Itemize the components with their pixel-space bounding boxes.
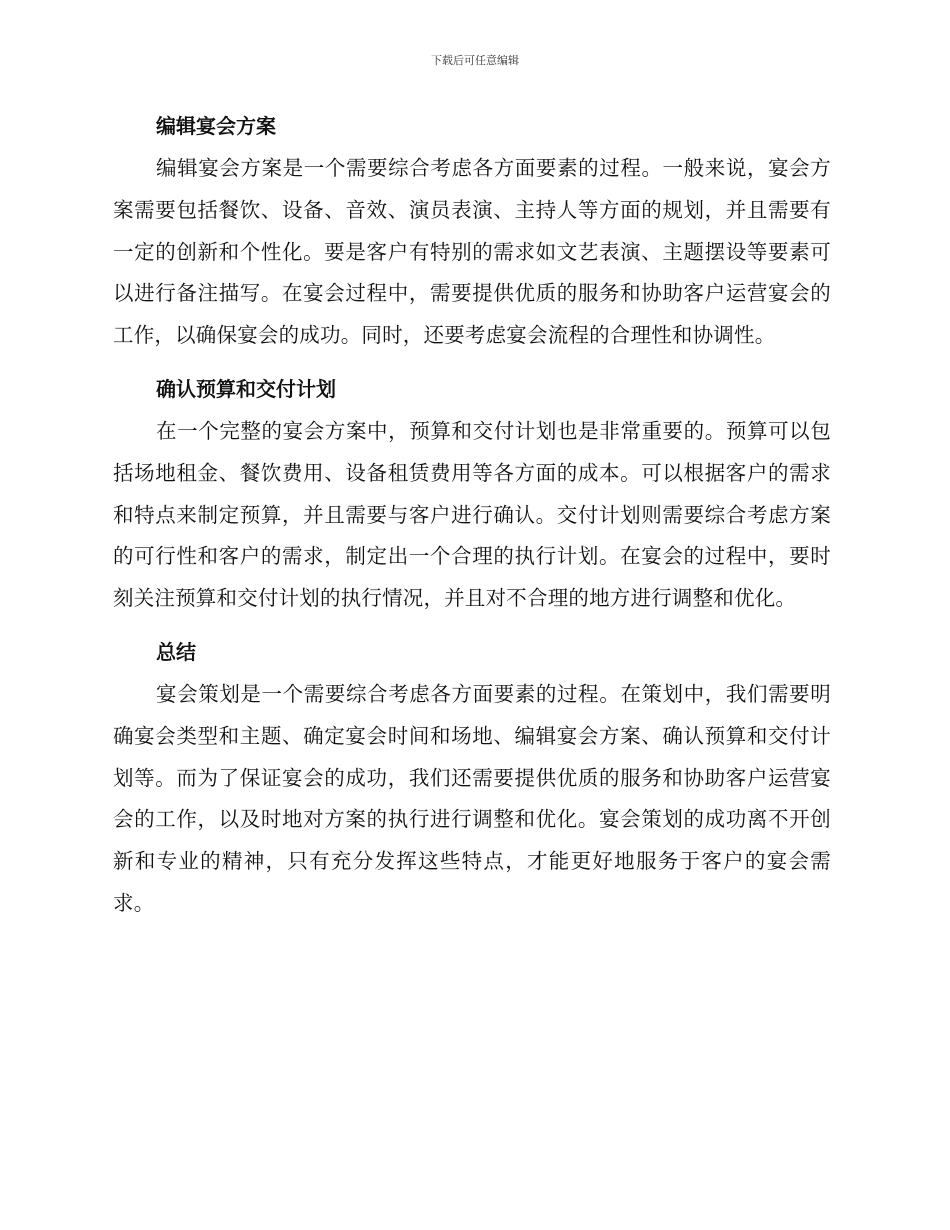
section-heading-summary: 总结	[156, 639, 196, 664]
document-body	[113, 104, 831, 925]
section-gap	[113, 620, 831, 630]
page-header: 下载后可任意编辑	[431, 54, 519, 67]
section-heading-budget-delivery: 确认预算和交付计划	[156, 376, 336, 401]
section-paragraph-budget-delivery: 在一个完整的宴会方案中，预算和交付计划也是非常重要的。预算可以包括场地租金、餐饮费用、设备租赁费用等各方面的成本。可以根据客户的需求和特点来制定预算，并且需要与客户进行确认。交付计划则需要综合考虑方案的可行性和客户的需求，制定出一个合理的执行计划。在宴会的过程中，要时刻关注预算和交付计划的执行情况，并且对不合理的地方进行调整和优化。	[113, 418, 831, 611]
section-gap	[113, 357, 831, 367]
section-paragraph-summary: 宴会策划是一个需要综合考虑各方面要素的过程。在策划中，我们需要明确宴会类型和主题、确定宴会时间和场地、编辑宴会方案、确认预算和交付计划等。而为了保证宴会的成功，我们还需要提供优质的服务和协助客户运营宴会的工作，以及时地对方案的执行进行调整和优化。宴会策划的成功离不开创新和专业的精神，只有充分发挥这些特点，才能更好地服务于客户的宴会需求。	[113, 681, 831, 915]
section-heading-edit-plan: 编辑宴会方案	[156, 114, 276, 138]
section-paragraph-edit-plan: 编辑宴会方案是一个需要综合考虑各方面要素的过程。一般来说，宴会方案需要包括餐饮、设备、音效、演员表演、主持人等方面的规划，并且需要有一定的创新和个性化。要是客户有特别的需求如文艺表演、主题摆设等要素可以进行备注描写。在宴会过程中，需要提供优质的服务和协助客户运营宴会的工作，以确保宴会的成功。同时，还要考虑宴会流程的合理性和协调性。	[113, 156, 831, 348]
